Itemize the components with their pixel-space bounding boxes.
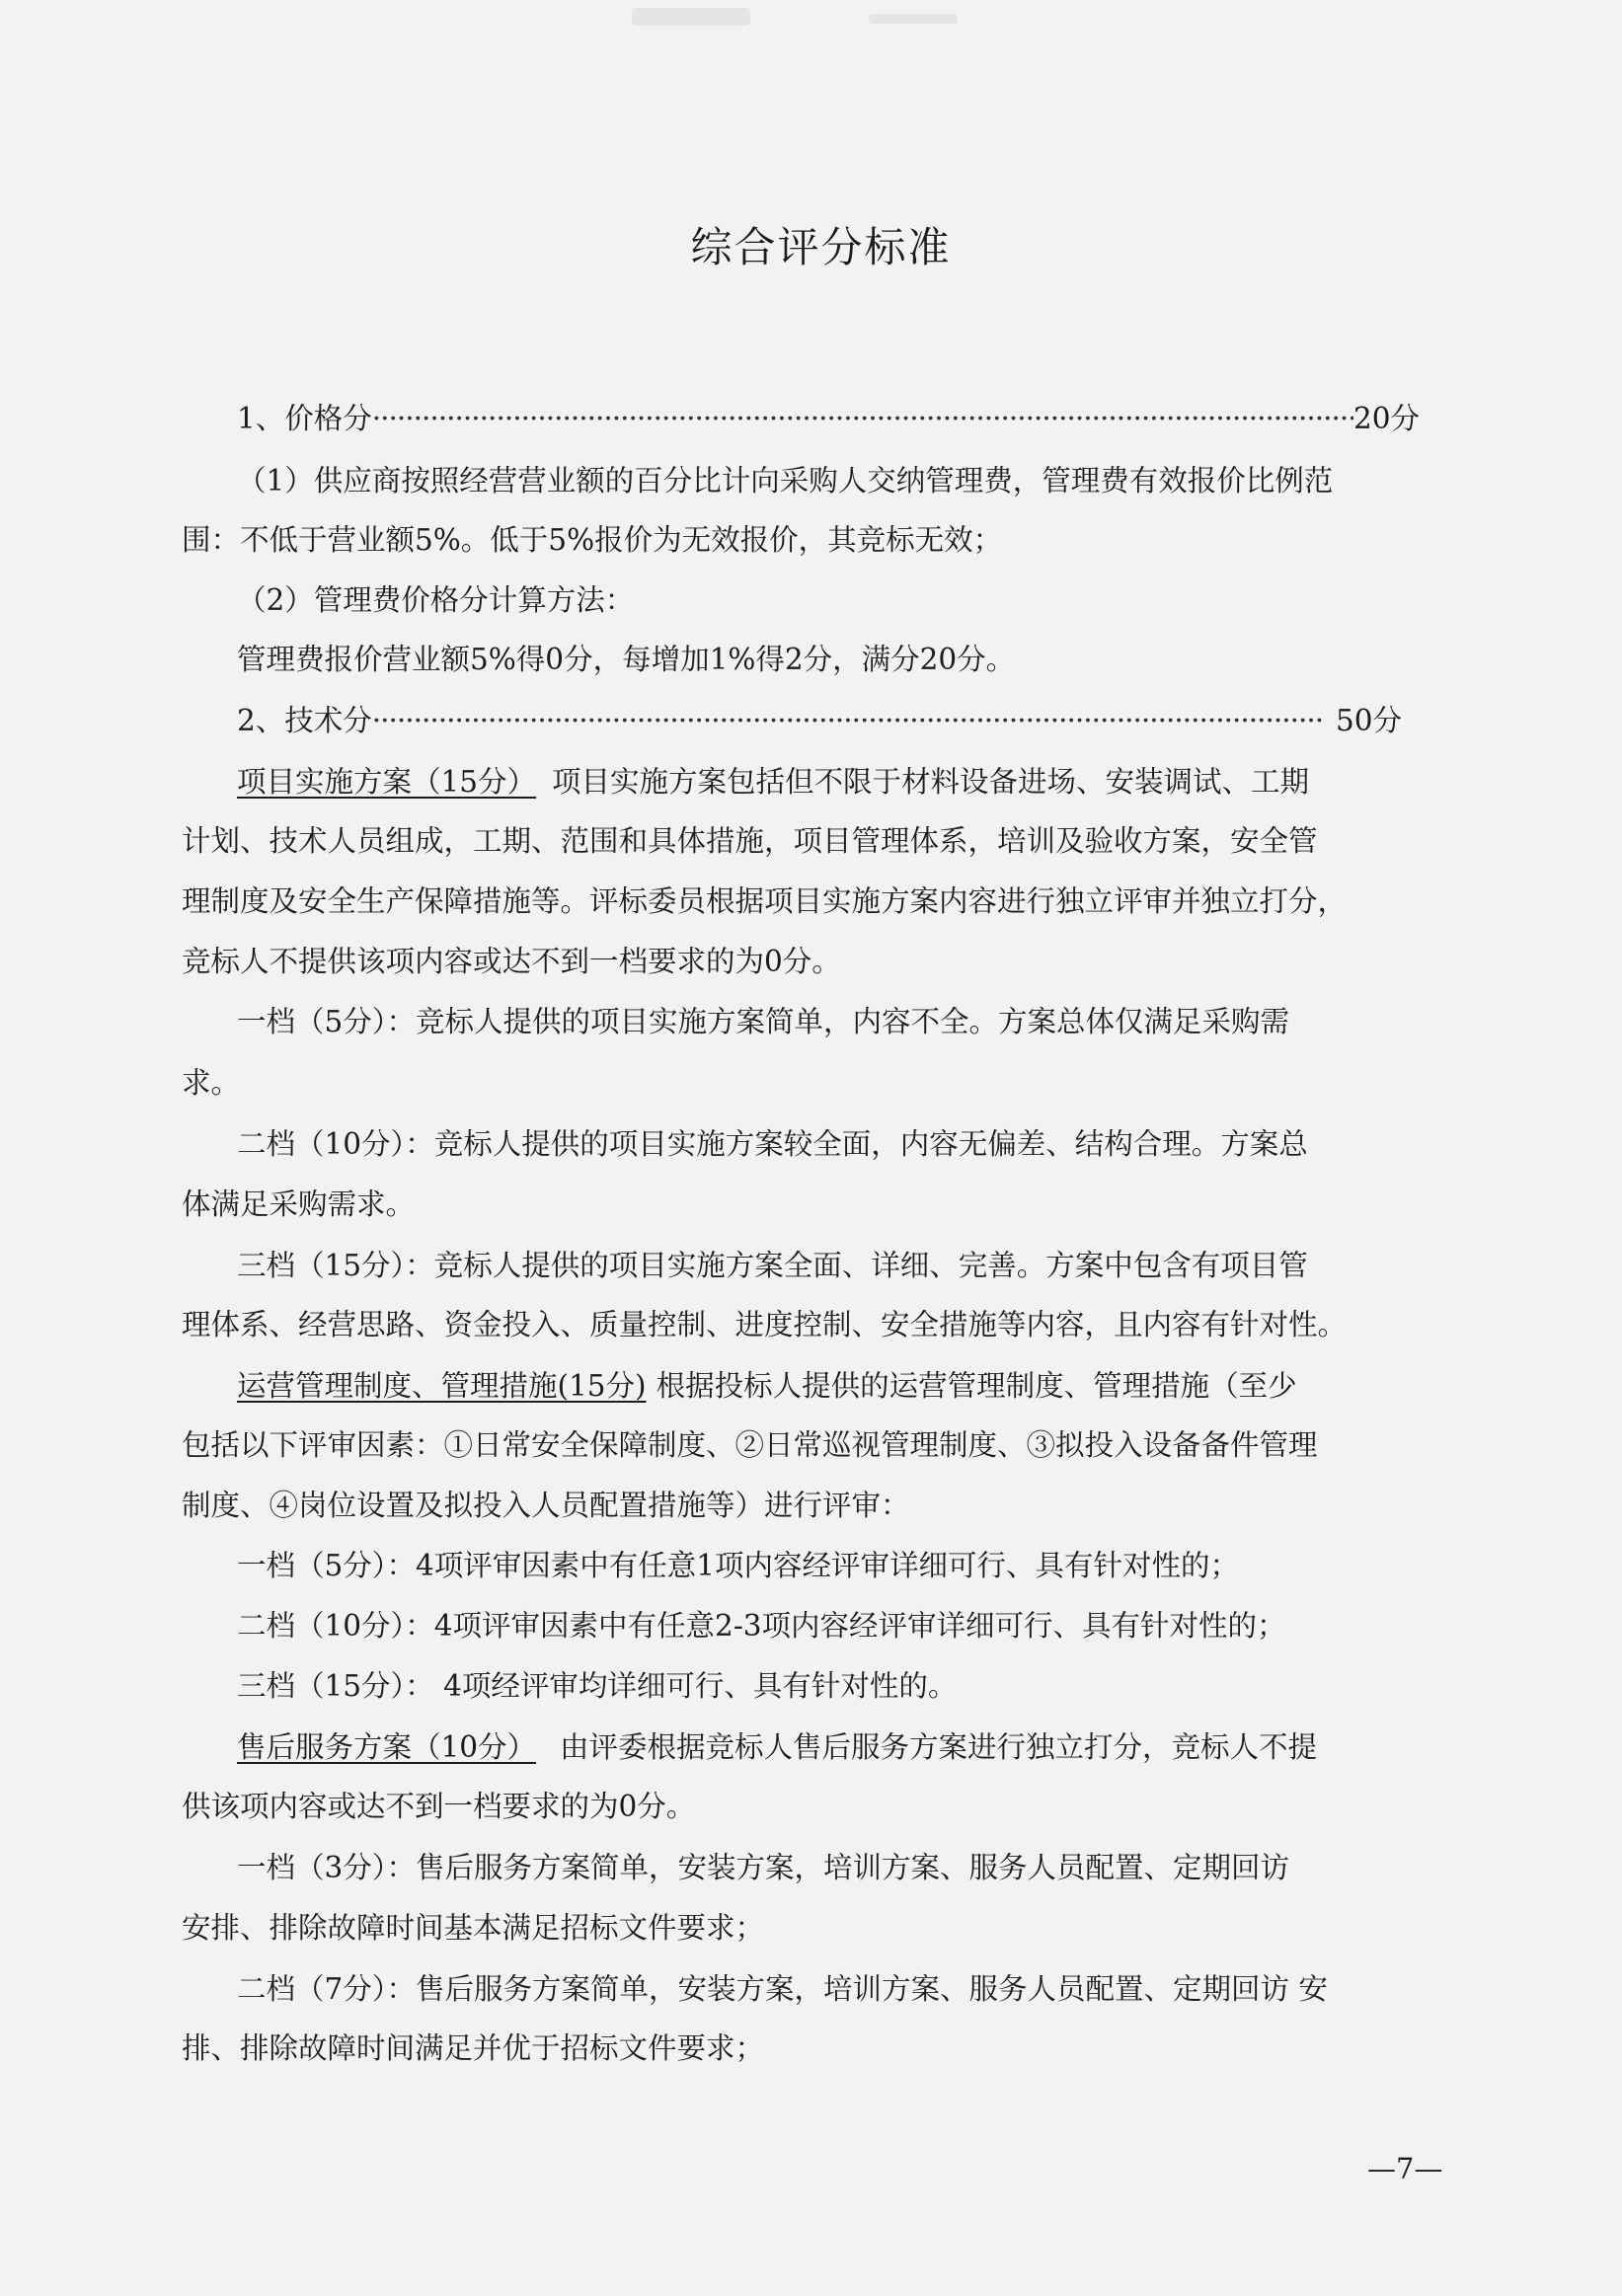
scan-artifact-top [632, 8, 750, 26]
impl-plan-text: 项目实施方案包括但不限于材料设备进场、安装调试、工期 [552, 765, 1310, 799]
impl-tier-2-line-1: 二档（10分）：竞标人提供的项目实施方案较全面，内容无偏差、结构合理。方案总 [237, 1127, 1308, 1161]
after-tier-1-line-2: 安排、排除故障时间基本满足招标文件要求； [182, 1911, 765, 1945]
impl-tier-3-line-1: 三档（15分）：竞标人提供的项目实施方案全面、详细、完善。方案中包含有项目管 [237, 1249, 1308, 1282]
tech-score-label: 2、技术分 [237, 704, 372, 737]
impl-tier-1-line-1: 一档（5分）：竞标人提供的项目实施方案简单，内容不全。方案总体仅满足采购需 [237, 1005, 1290, 1038]
impl-plan-line-1 [237, 760, 1309, 804]
ops-text: 根据投标人提供的运营管理制度、管理措施（至少 [656, 1369, 1297, 1403]
scan-artifact-top-right [869, 14, 958, 24]
tech-score-value: 50分 [1335, 704, 1402, 737]
price-rule-1-line-1: （1）供应商按照经营营业额的百分比计向采购人交纳管理费，管理费有效报价比例范 [237, 464, 1334, 497]
ops-line-3: 制度、④岗位设置及拟投入人员配置措施等）进行评审： [182, 1489, 910, 1522]
impl-tier-3-line-2: 理体系、经营思路、资金投入、质量控制、进度控制、安全措施等内容，且内容有针对性。 [182, 1308, 1348, 1341]
price-rule-2: （2）管理费价格分计算方法： [237, 583, 635, 617]
price-formula: 管理费报价营业额5%得0分，每增加1%得2分，满分20分。 [237, 643, 1016, 676]
impl-plan-line-2: 计划、技术人员组成，工期、范围和具体措施，项目管理体系，培训及验收方案，安全管 [182, 824, 1318, 858]
after-sales-text: 由评委根据竞标人售后服务方案进行独立打分，竞标人不提 [560, 1730, 1318, 1764]
price-rule-1-line-2: 围：不低于营业额5%。低于5%报价为无效报价，其竞标无效； [182, 523, 1003, 557]
tech-score-heading [237, 699, 1402, 742]
after-sales-line-2: 供该项内容或达不到一档要求的为0分。 [182, 1790, 696, 1823]
after-tier-1-line-1: 一档（3分）：售后服务方案简单，安装方案，培训方案、服务人员配置、定期回访 [237, 1851, 1290, 1884]
price-score-label: 1、价格分 [237, 402, 372, 435]
impl-plan-line-4: 竞标人不提供该项内容或达不到一档要求的为0分。 [182, 945, 841, 978]
page-number: —7— [1367, 2152, 1443, 2185]
impl-plan-line-3: 理制度及安全生产保障措施等。评标委员根据项目实施方案内容进行独立评审并独立打分， [182, 884, 1348, 918]
ops-line-1 [237, 1364, 1297, 1408]
price-score-value: 20分 [1352, 402, 1420, 435]
after-tier-2-line-1: 二档（7分）：售后服务方案简单，安装方案，培训方案、服务人员配置、定期回访 安 [237, 1972, 1328, 2006]
ops-title: 运营管理制度、管理措施(15分) [237, 1369, 647, 1403]
document-title: 综合评分标准 [690, 223, 952, 271]
impl-plan-title: 项目实施方案（15分） [237, 765, 537, 799]
impl-tier-2-line-2: 体满足采购需求。 [182, 1187, 416, 1221]
dot-leader [372, 397, 1353, 440]
after-sales-line-1 [237, 1725, 1317, 1769]
price-score-heading [237, 397, 1420, 440]
ops-tier-3: 三档（15分）： 4项经评审均详细可行、具有针对性的。 [237, 1669, 958, 1703]
ops-tier-2: 二档（10分）：4项评审因素中有任意2-3项内容经评审详细可行、具有针对性的； [237, 1609, 1286, 1643]
impl-tier-1-line-2: 求。 [182, 1066, 241, 1100]
after-sales-title: 售后服务方案（10分） [237, 1730, 537, 1764]
ops-line-2: 包括以下评审因素：①日常安全保障制度、②日常巡视管理制度、③拟投入设备备件管理 [182, 1428, 1318, 1462]
after-tier-2-line-2: 排、排除故障时间满足并优于招标文件要求； [182, 2031, 765, 2065]
ops-tier-1: 一档（5分）：4项评审因素中有任意1项内容经评审详细可行、具有针对性的； [237, 1549, 1240, 1582]
dot-leader [372, 699, 1322, 742]
